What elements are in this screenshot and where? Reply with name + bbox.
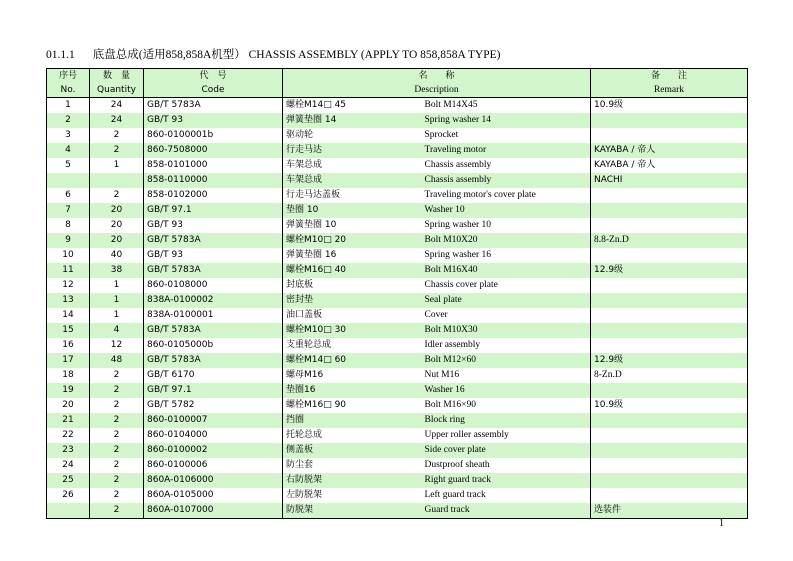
row-remark: 10.9级 xyxy=(591,398,748,413)
row-quantity: 2 xyxy=(90,398,144,413)
table-row xyxy=(47,323,748,338)
section-heading: 底盘总成(适用858,858A机型） CHASSIS ASSEMBLY (APPLY TO 858,858A TYPE) xyxy=(92,49,501,61)
row-number: 15 xyxy=(47,323,90,338)
row-description: Cover xyxy=(424,310,448,320)
row-quantity: 20 xyxy=(90,218,144,233)
row-description: Left guard track xyxy=(424,490,486,500)
row-number xyxy=(47,173,90,188)
row-name-cn: 弹簧垫圈 16 xyxy=(283,248,422,263)
row-remark: 10.9级 xyxy=(591,98,748,114)
row-description: Washer 16 xyxy=(422,383,591,398)
table-row xyxy=(47,188,748,203)
header-remark-cn: 备 注 xyxy=(591,69,748,84)
row-remark: 12.9级 xyxy=(591,263,748,278)
row-name-cn: 车架总成 xyxy=(283,158,422,173)
section-title xyxy=(46,46,500,62)
row-description: Sprocket xyxy=(424,130,459,140)
row-number: 17 xyxy=(47,353,90,368)
row-name-cn: 密封垫 xyxy=(283,293,422,308)
header-desc-en: Description xyxy=(283,83,591,98)
row-remark xyxy=(591,458,748,473)
row-code: GB/T 93 xyxy=(144,218,283,233)
row-code: 860A-0106000 xyxy=(144,473,283,488)
row-name-cn: 垫圈 10 xyxy=(283,203,422,218)
row-code: GB/T 5783A xyxy=(144,98,283,114)
section-number: 01.1.1 xyxy=(46,49,75,61)
table-row xyxy=(47,218,748,233)
row-description: Idler assembly xyxy=(424,340,481,350)
table-row xyxy=(47,263,748,278)
row-quantity: 1 xyxy=(90,158,144,173)
row-name-cn: 螺栓M16□ 90 xyxy=(283,398,422,413)
table-row xyxy=(47,308,748,323)
row-quantity: 2 xyxy=(90,473,144,488)
row-code: 838A-0100001 xyxy=(144,308,283,323)
row-name-cn: 螺栓M16□ 40 xyxy=(283,263,422,278)
page-number: 1 xyxy=(719,518,724,529)
row-remark: 8-Zn.D xyxy=(591,368,748,383)
table-row xyxy=(47,128,748,143)
row-name-cn: 支重轮总成 xyxy=(283,338,422,353)
row-number: 2 xyxy=(47,113,90,128)
row-name-cn: 驱动轮 xyxy=(283,128,422,143)
row-description: Bolt M16×90 xyxy=(424,400,477,410)
row-description: Dustproof sheath xyxy=(424,460,490,470)
row-quantity: 20 xyxy=(90,203,144,218)
row-code: 860-0100002 xyxy=(144,443,283,458)
row-code: 860-0104000 xyxy=(144,428,283,443)
table-row xyxy=(47,113,748,128)
row-description: Chassis cover plate xyxy=(424,280,498,290)
row-code: 860-0100007 xyxy=(144,413,283,428)
row-description: Spring washer 10 xyxy=(424,220,491,230)
table-row xyxy=(47,458,748,473)
row-code: GB/T 97.1 xyxy=(144,383,283,398)
row-quantity xyxy=(90,173,144,188)
header-no-cn: 序号 xyxy=(47,69,90,84)
row-quantity: 2 xyxy=(90,443,144,458)
row-code: 860-0100001b xyxy=(144,128,283,143)
table-row xyxy=(47,473,748,488)
row-code: GB/T 5783A xyxy=(144,233,283,248)
row-name-cn: 螺栓M14□ 60 xyxy=(283,353,422,368)
row-number: 10 xyxy=(62,250,74,260)
table-row xyxy=(47,368,748,383)
header-remark-en: Remark xyxy=(591,83,748,98)
header-code-en: Code xyxy=(144,83,283,98)
row-number: 11 xyxy=(47,263,90,278)
row-quantity: 1 xyxy=(90,278,144,293)
row-name-cn: 螺栓M14□ 45 xyxy=(283,98,422,114)
row-description: Bolt M14X45 xyxy=(424,100,478,110)
row-name-cn: 行走马达 xyxy=(283,143,422,158)
row-remark: 8.8-Zn.D xyxy=(591,233,748,248)
row-description: Right guard track xyxy=(422,473,591,488)
row-name-cn: 左防脱架 xyxy=(283,488,422,503)
row-number: 18 xyxy=(62,370,74,380)
row-number: 8 xyxy=(65,220,71,230)
row-remark xyxy=(591,203,748,218)
row-remark xyxy=(591,113,748,128)
table-row xyxy=(47,233,748,248)
row-name-cn: 弹簧垫圈 10 xyxy=(283,218,422,233)
row-remark xyxy=(591,218,748,233)
row-name-cn: 防尘套 xyxy=(283,458,422,473)
row-quantity: 2 xyxy=(90,428,144,443)
row-number: 21 xyxy=(47,413,90,428)
row-code: 838A-0100002 xyxy=(144,293,283,308)
row-number: 12 xyxy=(62,280,74,290)
row-quantity: 2 xyxy=(90,488,144,503)
row-quantity: 48 xyxy=(90,353,144,368)
row-name-cn: 螺母M16 xyxy=(283,368,422,383)
row-name-cn: 螺栓M10□ 20 xyxy=(283,233,422,248)
row-description: Bolt M10X20 xyxy=(422,233,591,248)
table-row xyxy=(47,383,748,398)
table-row xyxy=(47,503,748,519)
row-description: Upper roller assembly xyxy=(424,430,509,440)
row-number: 19 xyxy=(47,383,90,398)
row-quantity: 1 xyxy=(90,308,144,323)
row-number: 14 xyxy=(62,310,74,320)
row-remark: 选装件 xyxy=(591,503,748,519)
row-description: Guard track xyxy=(422,503,591,519)
table-row xyxy=(47,428,748,443)
row-description: Bolt M12×60 xyxy=(422,353,591,368)
row-quantity: 2 xyxy=(90,383,144,398)
row-remark xyxy=(591,443,748,458)
header-row-cn xyxy=(47,69,748,84)
row-description: Chassis assembly xyxy=(422,173,591,188)
row-remark xyxy=(591,473,748,488)
row-name-cn: 挡圈 xyxy=(283,413,422,428)
row-quantity: 20 xyxy=(90,233,144,248)
row-description: Side cover plate xyxy=(422,443,591,458)
row-quantity: 38 xyxy=(90,263,144,278)
row-remark xyxy=(591,188,748,203)
row-name-cn: 托轮总成 xyxy=(283,428,422,443)
row-code: 860A-0107000 xyxy=(144,503,283,519)
row-code: GB/T 5782 xyxy=(144,398,283,413)
row-remark xyxy=(591,323,748,338)
row-name-cn: 行走马达盖板 xyxy=(283,188,422,203)
table-row xyxy=(47,278,748,293)
row-code: GB/T 6170 xyxy=(144,368,283,383)
parts-table xyxy=(46,68,748,519)
header-desc-cn: 名 称 xyxy=(283,69,591,84)
row-quantity: 1 xyxy=(90,293,144,308)
row-code: GB/T 97.1 xyxy=(144,203,283,218)
row-number: 7 xyxy=(47,203,90,218)
table-row xyxy=(47,143,748,158)
row-quantity: 2 xyxy=(90,458,144,473)
row-remark xyxy=(591,428,748,443)
table-row xyxy=(47,98,748,114)
row-number: 4 xyxy=(47,143,90,158)
row-number: 24 xyxy=(62,460,74,470)
row-code: 860-7508000 xyxy=(144,143,283,158)
table-row xyxy=(47,203,748,218)
row-quantity: 24 xyxy=(90,113,144,128)
header-row-en xyxy=(47,83,748,98)
row-code: 858-0110000 xyxy=(144,173,283,188)
row-number: 3 xyxy=(65,130,71,140)
row-number: 22 xyxy=(62,430,74,440)
row-quantity: 2 xyxy=(90,503,144,519)
header-qty-cn: 数 量 xyxy=(90,69,144,84)
row-description: Block ring xyxy=(422,413,591,428)
row-name-cn: 螺栓M10□ 30 xyxy=(283,323,422,338)
row-name-cn: 车架总成 xyxy=(283,173,422,188)
row-remark: KAYABA / 帝人 xyxy=(591,143,748,158)
row-number: 26 xyxy=(62,490,74,500)
row-remark xyxy=(591,248,748,263)
row-code: GB/T 5783A xyxy=(144,323,283,338)
row-number: 25 xyxy=(47,473,90,488)
row-description: Traveling motor xyxy=(422,143,591,158)
row-number xyxy=(47,503,90,519)
table-row xyxy=(47,338,748,353)
row-description: Nut M16 xyxy=(424,370,460,380)
table-row xyxy=(47,413,748,428)
row-remark xyxy=(591,308,748,323)
row-description: Traveling motor's cover plate xyxy=(424,190,536,200)
header-code-cn: 代 号 xyxy=(144,69,283,84)
row-code: 860A-0105000 xyxy=(144,488,283,503)
row-description: Seal plate xyxy=(422,293,591,308)
table-row xyxy=(47,248,748,263)
row-code: GB/T 93 xyxy=(144,113,283,128)
row-remark xyxy=(591,488,748,503)
row-description: Spring washer 16 xyxy=(424,250,491,260)
row-remark xyxy=(591,413,748,428)
row-description: Chassis assembly xyxy=(424,160,492,170)
row-number: 13 xyxy=(47,293,90,308)
header-no-en: No. xyxy=(47,83,90,98)
table-row xyxy=(47,158,748,173)
row-description: Bolt M10X30 xyxy=(422,323,591,338)
table-row xyxy=(47,488,748,503)
row-description: Spring washer 14 xyxy=(422,113,591,128)
row-name-cn: 侧盖板 xyxy=(283,443,422,458)
row-name-cn: 油口盖板 xyxy=(283,308,422,323)
row-remark: 12.9级 xyxy=(591,353,748,368)
row-number: 6 xyxy=(65,190,71,200)
row-quantity: 2 xyxy=(90,368,144,383)
table-row xyxy=(47,293,748,308)
row-remark xyxy=(591,278,748,293)
row-number: 20 xyxy=(62,400,74,410)
row-code: 860-0108000 xyxy=(144,278,283,293)
row-quantity: 2 xyxy=(90,188,144,203)
table-row xyxy=(47,443,748,458)
row-description: Bolt M16X40 xyxy=(422,263,591,278)
row-code: GB/T 93 xyxy=(144,248,283,263)
row-quantity: 24 xyxy=(90,98,144,114)
row-name-cn: 右防脱架 xyxy=(283,473,422,488)
row-quantity: 2 xyxy=(90,128,144,143)
row-quantity: 12 xyxy=(90,338,144,353)
row-remark xyxy=(591,383,748,398)
row-code: 858-0101000 xyxy=(144,158,283,173)
table-row xyxy=(47,353,748,368)
table-row xyxy=(47,398,748,413)
row-quantity: 2 xyxy=(90,413,144,428)
row-remark: NACHI xyxy=(591,173,748,188)
row-number: 16 xyxy=(62,340,74,350)
row-quantity: 2 xyxy=(90,143,144,158)
row-quantity: 4 xyxy=(90,323,144,338)
row-name-cn: 封底板 xyxy=(283,278,422,293)
row-number: 23 xyxy=(47,443,90,458)
row-remark xyxy=(591,293,748,308)
row-remark xyxy=(591,338,748,353)
table-row xyxy=(47,173,748,188)
row-code: 860-0100006 xyxy=(144,458,283,473)
row-quantity: 40 xyxy=(90,248,144,263)
header-qty-en: Quantity xyxy=(90,83,144,98)
row-number: 1 xyxy=(65,100,71,110)
row-code: 858-0102000 xyxy=(144,188,283,203)
row-code: 860-0105000b xyxy=(144,338,283,353)
row-name-cn: 垫圈16 xyxy=(283,383,422,398)
row-remark xyxy=(591,128,748,143)
row-description: Washer 10 xyxy=(422,203,591,218)
row-code: GB/T 5783A xyxy=(144,353,283,368)
row-number: 5 xyxy=(65,160,71,170)
row-name-cn: 弹簧垫圈 14 xyxy=(283,113,422,128)
row-name-cn: 防脱架 xyxy=(283,503,422,519)
row-number: 9 xyxy=(47,233,90,248)
row-code: GB/T 5783A xyxy=(144,263,283,278)
row-remark: KAYABA / 帝人 xyxy=(591,158,748,173)
